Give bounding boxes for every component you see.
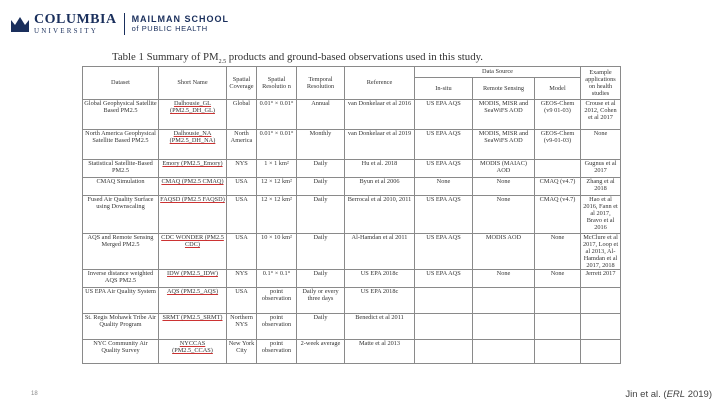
summary-table-container xyxy=(82,66,620,358)
cell-temporal: Daily xyxy=(297,178,345,196)
cell-short-name: Dalhousie_GL (PM2.5_DH_GL) xyxy=(159,100,227,130)
citation-suffix: 2019) xyxy=(685,389,712,400)
columbia-logo-text xyxy=(34,13,117,35)
pm25-summary-table xyxy=(82,66,621,364)
cell-model: None xyxy=(535,234,581,270)
cell-coverage: Northern NYS xyxy=(227,314,257,340)
header-dataset: Dataset xyxy=(83,67,159,100)
cell-resolution: 0.01° × 0.01° xyxy=(257,130,297,160)
cell-temporal: Daily xyxy=(297,234,345,270)
caption-suffix: products and ground-based observations used in this study. xyxy=(226,51,483,63)
cell-short-name: Emory (PM2.5_Emory) xyxy=(159,160,227,178)
header-reference: Reference xyxy=(345,67,415,100)
table-row xyxy=(83,270,621,288)
cell-remote: MODIS, MISR and SeaWiFS AOD xyxy=(473,130,535,160)
cell-temporal: Annual xyxy=(297,100,345,130)
cell-coverage: Global xyxy=(227,100,257,130)
table-row xyxy=(83,178,621,196)
cell-remote: MODIS, MISR and SeaWiFS AOD xyxy=(473,100,535,130)
cell-model xyxy=(535,288,581,314)
cell-example: McClure et al 2017, Loop et al 2013, Al-Hamdan et al 2017, 2018 xyxy=(581,234,621,270)
table-row xyxy=(83,288,621,314)
cell-insitu: US EPA AQS xyxy=(415,234,473,270)
cell-insitu: None xyxy=(415,178,473,196)
cell-example xyxy=(581,340,621,364)
cell-coverage: North America xyxy=(227,130,257,160)
cell-resolution: 10 × 10 km² xyxy=(257,234,297,270)
cell-reference: Al-Hamdan et al 2011 xyxy=(345,234,415,270)
citation-journal: ERL xyxy=(666,389,686,400)
cell-example: None xyxy=(581,130,621,160)
cell-coverage: USA xyxy=(227,178,257,196)
cell-insitu: US EPA AQS xyxy=(415,270,473,288)
caption-prefix: Table 1 Summary of PM xyxy=(112,51,219,63)
table-row xyxy=(83,160,621,178)
cell-short-name: Dalhousie_NA (PM2.5_DH_NA) xyxy=(159,130,227,160)
cell-short-name: CDC WONDER (PM2.5 CDC) xyxy=(159,234,227,270)
cell-resolution: 12 × 12 km² xyxy=(257,178,297,196)
cell-short-name: AQS (PM2.5_AQS) xyxy=(159,288,227,314)
cell-remote: MODIS (MAIAC) AOD xyxy=(473,160,535,178)
cell-model: CMAQ (v4.7) xyxy=(535,196,581,234)
cell-short-name: CMAQ (PM2.5 CMAQ) xyxy=(159,178,227,196)
cell-model: CMAQ (v4.7) xyxy=(535,178,581,196)
cell-resolution: point observation xyxy=(257,314,297,340)
table-row xyxy=(83,314,621,340)
cell-remote xyxy=(473,314,535,340)
page-number: 18 xyxy=(31,391,38,397)
cell-insitu xyxy=(415,340,473,364)
cell-model: GEOS-Chem (v9 01-03) xyxy=(535,100,581,130)
table-row xyxy=(83,196,621,234)
cell-short-name: FAQSD (PM2.5 FAQSD) xyxy=(159,196,227,234)
cell-temporal: 2-week average xyxy=(297,340,345,364)
cell-resolution: 0.01° × 0.01° xyxy=(257,100,297,130)
cell-dataset: Statistical Satellite-Based PM2.5 xyxy=(83,160,159,178)
cell-coverage: NYS xyxy=(227,160,257,178)
cell-temporal: Monthly xyxy=(297,130,345,160)
cell-coverage: USA xyxy=(227,288,257,314)
cell-insitu xyxy=(415,288,473,314)
public-health-name: of PUBLIC HEALTH xyxy=(131,23,208,33)
cell-example: Zhang et al 2018 xyxy=(581,178,621,196)
cell-reference: Hu et al. 2018 xyxy=(345,160,415,178)
cell-resolution: point observation xyxy=(257,340,297,364)
header-model: Model xyxy=(535,78,581,100)
cell-resolution: 12 × 12 km² xyxy=(257,196,297,234)
university-name: UNIVERSITY xyxy=(34,27,98,35)
cell-temporal: Daily xyxy=(297,196,345,234)
cell-remote: None xyxy=(473,196,535,234)
table-row xyxy=(83,234,621,270)
cell-short-name: NYCCAS (PM2.5_CCAS) xyxy=(159,340,227,364)
cell-dataset: Fused Air Quality Surface using Downscaling xyxy=(83,196,159,234)
table-row xyxy=(83,130,621,160)
mailman-school-name: MAILMAN SCHOOL xyxy=(131,14,230,25)
cell-reference: Benedict et al 2011 xyxy=(345,314,415,340)
cell-model xyxy=(535,160,581,178)
header-remote-sensing: Remote Sensing xyxy=(473,78,535,100)
cell-reference: US EPA 2018c xyxy=(345,270,415,288)
cell-dataset: NYC Community Air Quality Survey xyxy=(83,340,159,364)
table-caption xyxy=(112,51,483,65)
cell-resolution: point observation xyxy=(257,288,297,314)
cell-coverage: USA xyxy=(227,196,257,234)
cell-model: None xyxy=(535,270,581,288)
header-example: Example applications on health studies xyxy=(581,67,621,100)
cell-reference: van Donkelaar et al 2016 xyxy=(345,100,415,130)
cell-insitu: US EPA AQS xyxy=(415,100,473,130)
header-divider xyxy=(124,13,125,35)
cell-dataset: St. Regis Mohawk Tribe Air Quality Program xyxy=(83,314,159,340)
cell-model xyxy=(535,314,581,340)
table-row xyxy=(83,100,621,130)
cell-example: Jerrett 2017 xyxy=(581,270,621,288)
header-spatial-coverage: Spatial Coverage xyxy=(227,67,257,100)
cell-remote: None xyxy=(473,178,535,196)
cell-temporal: Daily or every three days xyxy=(297,288,345,314)
citation xyxy=(625,389,712,400)
cell-reference: Byun et al 2006 xyxy=(345,178,415,196)
cell-dataset: Inverse distance weighted AQS PM2.5 xyxy=(83,270,159,288)
cell-insitu: US EPA AQS xyxy=(415,130,473,160)
cell-example xyxy=(581,288,621,314)
cell-example: Gugnus et al 2017 xyxy=(581,160,621,178)
cell-dataset: US EPA Air Quality System xyxy=(83,288,159,314)
cell-reference: Berrocal et al 2010, 2011 xyxy=(345,196,415,234)
cell-reference: US EPA 2018c xyxy=(345,288,415,314)
cell-remote xyxy=(473,340,535,364)
cell-insitu: US EPA AQS xyxy=(415,196,473,234)
header-in-situ: In-situ xyxy=(415,78,473,100)
table-row xyxy=(83,340,621,364)
cell-temporal: Daily xyxy=(297,270,345,288)
cell-reference: Matte et al 2013 xyxy=(345,340,415,364)
columbia-crown-icon xyxy=(10,15,30,33)
cell-remote xyxy=(473,288,535,314)
header-data-source: Data Source xyxy=(415,67,581,78)
cell-dataset: North America Geophysical Satellite Based PM2.5 xyxy=(83,130,159,160)
cell-coverage: USA xyxy=(227,234,257,270)
cell-example: Hao et al 2016, Fann et al 2017, Bravo et al 2016 xyxy=(581,196,621,234)
cell-resolution: 1 × 1 km² xyxy=(257,160,297,178)
cell-model xyxy=(535,340,581,364)
header-short-name: Short Name xyxy=(159,67,227,100)
university-header xyxy=(10,12,229,36)
cell-dataset: AQS and Remote Sensing Merged PM2.5 xyxy=(83,234,159,270)
cell-temporal: Daily xyxy=(297,160,345,178)
citation-prefix: Jin et al. ( xyxy=(625,389,667,400)
cell-insitu: US EPA AQS xyxy=(415,160,473,178)
cell-temporal: Daily xyxy=(297,314,345,340)
header-spatial-resolution: Spatial Resolutio n xyxy=(257,67,297,100)
cell-insitu xyxy=(415,314,473,340)
mailman-logo-text xyxy=(132,15,230,32)
cell-reference: van Donkelaar et al 2019 xyxy=(345,130,415,160)
cell-resolution: 0.1° × 0.1° xyxy=(257,270,297,288)
cell-example xyxy=(581,314,621,340)
cell-remote: None xyxy=(473,270,535,288)
cell-coverage: NYS xyxy=(227,270,257,288)
cell-short-name: IDW (PM2.5_IDW) xyxy=(159,270,227,288)
cell-coverage: New York City xyxy=(227,340,257,364)
header-temporal-resolution: Temporal Resolution xyxy=(297,67,345,100)
cell-example: Crouse et al 2012, Cohen et al 2017 xyxy=(581,100,621,130)
columbia-name: COLUMBIA xyxy=(34,12,117,27)
cell-model: GEOS-Chem (v9-01-03) xyxy=(535,130,581,160)
cell-dataset: Global Geophysical Satellite Based PM2.5 xyxy=(83,100,159,130)
caption-subscript: 2.5 xyxy=(218,59,227,66)
cell-remote: MODIS AOD xyxy=(473,234,535,270)
cell-dataset: CMAQ Simulation xyxy=(83,178,159,196)
cell-short-name: SRMT (PM2.5_SRMT) xyxy=(159,314,227,340)
